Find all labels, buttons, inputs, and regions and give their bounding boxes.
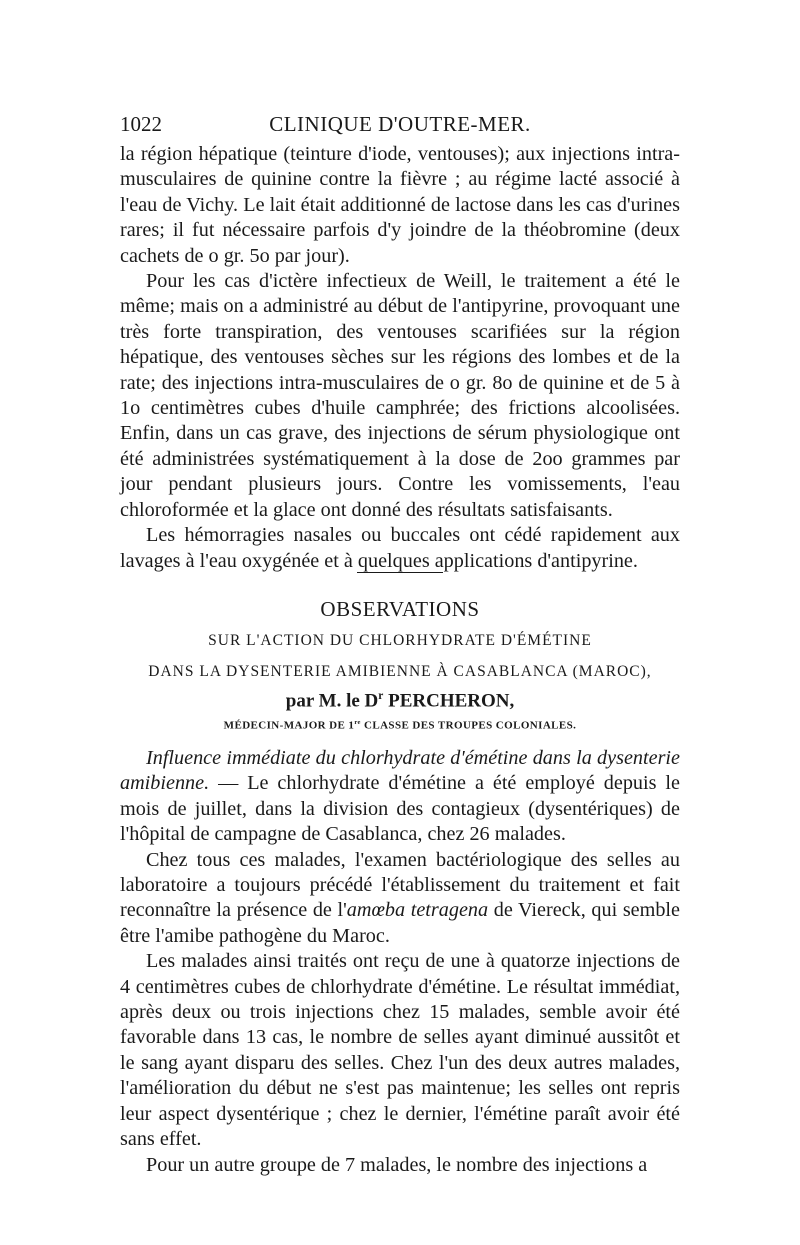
species-name: amœba tetragena [346,899,489,922]
article-subtitle-line-2: DANS LA DYSENTERIE AMIBIENNE À CASABLANCA (MAROC), [148,663,652,680]
section-divider-rule [357,572,443,573]
article-title: OBSERVATIONS [320,597,480,621]
paragraph: Chez tous ces malades, l'examen bactériologique des selles au laboratoire a toujours précédé l'établissement du traitement et fait reconnaître la présence de l'amœba tetragena de Viereck, qui semble être l'amibe pathogène du Maroc. [120,848,681,947]
author-rank: MÉDECIN-MAJOR DE 1re CLASSE DES TROUPES COLONIALES. [223,719,577,732]
paragraph: Les malades ainsi traités ont reçu de une à quatorze injections de 4 centimètres cubes de chlorhydrate d'émétine. Le résultat immédiat, après deux ou trois injections chez 15 malades, semble avoir été favorable dans 13 cas, le nombre de selles ayant diminué aussitôt et le sang ayant disparu des selles. Chez l'un des deux autres malades, l'amélioration du début ne s'est pas maintenue; les selles ont repris leur aspect dysentérique ; chez le dernier, l'émétine paraît avoir été sans effet. [120,950,680,1151]
article-subtitle-line-1: SUR L'ACTION DU CHLORHYDRATE D'ÉMÉTINE [208,632,592,649]
paragraph: Pour un autre groupe de 7 malades, le nombre des injections a [146,1153,648,1176]
italic-heading: Influence immédiate du chlorhydrate d'émétine dans la dysenterie amibienne. [120,747,680,795]
section-treatment-text [120,142,680,574]
running-header [120,112,680,142]
page-number: 1022 [120,112,162,136]
paragraph: Pour les cas d'ictère infectieux de Weill, le traitement a été le même; mais on a administré au début de l'antipyrine, provoquant une très forte transpiration, des ventouses scarifiées sur la région hépatique, des ventouses sèches sur les régions des lombes et de la rate; des injections intra-musculaires de o gr. 8o de quinine et de 5 à 1o centimètres cubes d'huile camphrée; des frictions alcoolisées. Enfin, dans un cas grave, des injections de sérum physiologique ont été administrées systématiquement à la dose de 2oo grammes par jour pendant plusieurs jours. Contre les vomissements, l'eau chloroformée et la glace ont donné des résultats satisfaisants. [120,270,680,521]
running-title: CLINIQUE D'OUTRE-MER. [269,112,531,136]
paragraph: Influence immédiate du chlorhydrate d'émétine dans la dysenterie amibienne. — Le chlorhydrate d'émétine a été employé depuis le mois de juillet, dans la division des contagieux (dysentériques) de l'hôpital de campagne de Casablanca, chez 26 malades. [120,747,680,846]
paragraph: Les hémorragies nasales ou buccales ont cédé rapidement aux lavages à l'eau oxygénée et à quelques applications d'antipyrine. [120,524,680,572]
article-author: par M. le $D^r$ PERCHERON, [285,690,515,712]
paragraph: la région hépatique (teinture d'iode, ventouses); aux injections intra-musculaires de quinine contre la fièvre ; au régime lacté associé à l'eau de Vichy. Le lait était additionné de lactose dans les cas d'urines rares; il fut nécessaire parfois d'y joindre de la théobromine (deux cachets de o gr. 5o par jour). [120,143,680,267]
article-body-text [120,746,680,1178]
